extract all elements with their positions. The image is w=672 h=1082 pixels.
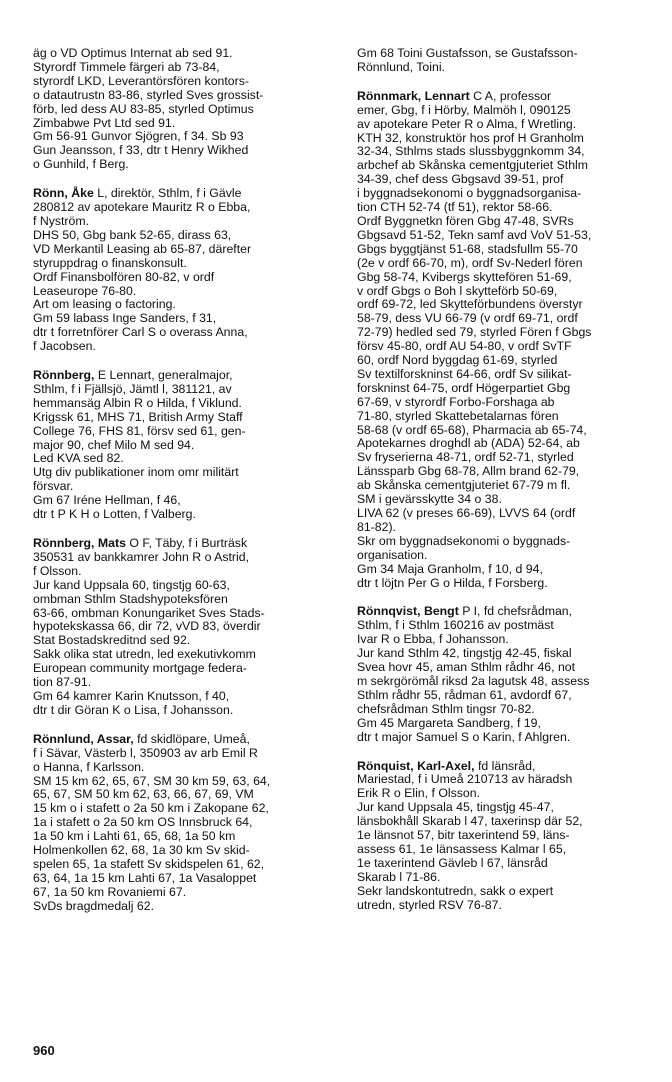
entry-line: styrordf LKD, Leverantörsfören kontors- bbox=[33, 73, 249, 88]
entry-line: 1a 50 km i Lahti 61, 65, 68, 1a 50 km bbox=[33, 829, 236, 844]
entry-line: v ordf Gbgs o Boh l skytteförb 50-69, bbox=[357, 283, 558, 298]
entry-line: 65, 67, SM 50 km 62, 63, 66, 67, 69, VM bbox=[33, 787, 254, 802]
entry-line: Leaseurope 76-80. bbox=[33, 283, 137, 298]
person-name: Rönn, Åke bbox=[33, 186, 94, 201]
entry-line: Gm 45 Margareta Sandberg, f 19, bbox=[357, 715, 541, 730]
right-column bbox=[357, 47, 657, 927]
entry-line: 63-66, ombman Konungariket Sves Stads- bbox=[33, 605, 265, 620]
biography-entry bbox=[357, 90, 657, 591]
entry-line: Ordf Byggnetkn fören Gbg 47-48, SVRs bbox=[357, 213, 574, 228]
entry-line: Utg div publikationer inom omr militärt bbox=[33, 465, 239, 480]
entry-line: i byggnadsekonomi o byggnadsorganisa- bbox=[357, 186, 582, 201]
entry-first-line bbox=[357, 605, 657, 619]
person-name: Rönnberg, Mats bbox=[33, 536, 126, 550]
entry-line: Sthlm rådhr 55, rådman 61, avdordf 67, bbox=[357, 687, 572, 702]
entry-line: 34-39, chef dess Gbgsavd 39-51, prof bbox=[357, 172, 564, 187]
entry-line: Sekr landskontutredn, sakk o expert bbox=[357, 883, 554, 898]
entry-line: assess 61, 1e länsassess Kalmar l 65, bbox=[357, 841, 567, 856]
entry-line: P I, fd chefsrådman, bbox=[458, 604, 573, 619]
entry-line: o Hanna, f Karlsson. bbox=[33, 759, 145, 774]
entry-line: 58-68 (v ordf 65-68), Pharmacia ab 65-74, bbox=[357, 422, 587, 437]
entry-first-line bbox=[33, 733, 333, 747]
entry-line: äg o VD Optimus Internat ab sed 91. bbox=[33, 46, 233, 60]
entry-line: College 76, FHS 81, försv sed 61, gen- bbox=[33, 423, 246, 438]
entry-line: spelen 65, 1a stafett Sv skidspelen 61, 62, bbox=[33, 856, 265, 871]
entry-line: 81-82). bbox=[357, 519, 396, 534]
entry-line: Holmenkollen 62, 68, 1a 30 km Sv skid- bbox=[33, 843, 250, 858]
entry-line: f Olsson. bbox=[33, 563, 82, 578]
entry-line: Gm 67 Iréne Hellman, f 46, bbox=[33, 493, 181, 508]
entry-line: dtr t forretnförer Carl S o overass Anna, bbox=[33, 325, 248, 340]
entry-line: VD Merkantil Leasing ab 65-87, därefter bbox=[33, 241, 252, 256]
entry-line: Led KVA sed 82. bbox=[33, 451, 124, 466]
entry-line: dtr t löjtn Per G o Hilda, f Forsberg. bbox=[357, 575, 548, 590]
entry-line: SM i gevärsskytte 34 o 38. bbox=[357, 492, 502, 507]
entry-first-line bbox=[357, 90, 657, 104]
entry-line: styruppdrag o finanskonsult. bbox=[33, 255, 187, 270]
entry-line: f Jacobsen. bbox=[33, 339, 96, 354]
entry-first-line bbox=[357, 760, 657, 774]
entry-line: DHS 50, Gbg bank 52-65, dirass 63, bbox=[33, 227, 232, 242]
entry-line: 1a i stafett o 2a 50 km OS Innsbruck 64, bbox=[33, 815, 253, 830]
entry-line: fd länsråd, bbox=[474, 758, 536, 773]
entry-line: 67, 1a 50 km Rovaniemi 67. bbox=[33, 884, 187, 899]
entry-line: Mariestad, f i Umeå 210713 av häradsh bbox=[357, 772, 573, 787]
entry-line: Gm 64 kamrer Karin Knutsson, f 40, bbox=[33, 688, 230, 703]
entry-first-line bbox=[33, 187, 333, 201]
entry-line: 67-69, v styrordf Forbo-Forshaga ab bbox=[357, 394, 555, 409]
biography-entry bbox=[357, 47, 657, 75]
entry-line: Gm 68 Toini Gustafsson, se Gustafsson- bbox=[357, 46, 578, 60]
entry-line: Svea hovr 45, aman Sthlm rådhr 46, not bbox=[357, 660, 576, 675]
entry-line: SM 15 km 62, 65, 67, SM 30 km 59, 63, 64, bbox=[33, 773, 271, 788]
biography-entry bbox=[33, 369, 333, 522]
entry-line: Sthlm, f i Fjällsjö, Jämtl l, 381121, av bbox=[33, 381, 232, 396]
entry-line: dtr t P K H o Lotten, f Valberg. bbox=[33, 507, 196, 522]
entry-line: av apotekare Peter R o Alma, f Wretling. bbox=[357, 116, 577, 131]
entry-line: 1e taxerintend Gävleb l 67, länsråd bbox=[357, 855, 548, 870]
entry-line: 32-34, Sthlms stads slussbyggnkomm 34, bbox=[357, 144, 585, 159]
entry-line: Gbgsavd 51-52, Tekn samf avd VoV 51-53, bbox=[357, 227, 592, 242]
entry-line: 15 km o i stafett o 2a 50 km i Zakopane 62, bbox=[33, 801, 269, 816]
left-column bbox=[33, 47, 333, 929]
entry-line: E Lennart, generalmajor, bbox=[94, 368, 233, 383]
entry-line: Styrordf Timmele färgeri ab 73-84, bbox=[33, 59, 220, 74]
page-number: 960 bbox=[33, 1043, 55, 1058]
entry-line: hypotekskassa 66, dir 72, vVD 83, överdir bbox=[33, 619, 261, 634]
person-name: Rönnqvist, Bengt bbox=[357, 604, 459, 619]
person-name: Rönnlund, Assar, bbox=[33, 731, 134, 746]
entry-line: 350531 av bankkamrer John R o Astrid, bbox=[33, 549, 249, 564]
entry-line: o datautrustn 83-86, styrled Sves grossist- bbox=[33, 87, 264, 102]
entry-line: utredn, styrled RSV 76-87. bbox=[357, 897, 502, 912]
entry-line: C A, professor bbox=[469, 88, 552, 103]
entry-line: ab Skånska cementgjuteriet 67-79 m fl. bbox=[357, 478, 571, 493]
biography-entry bbox=[357, 605, 657, 744]
entry-line: Jur kand Sthlm 42, tingstjg 42-45, fiskal bbox=[357, 646, 572, 661]
entry-line: emer, Gbg, f i Hörby, Malmöh l, 090125 bbox=[357, 102, 571, 117]
entry-line: dtr t dir Göran K o Lisa, f Johansson. bbox=[33, 702, 234, 717]
entry-line: Gm 59 labass Inge Sanders, f 31, bbox=[33, 311, 217, 326]
entry-line: Krigssk 61, MHS 71, British Army Staff bbox=[33, 409, 243, 424]
entry-line: tion 87-91. bbox=[33, 675, 92, 690]
entry-line: Sthlm, f i Sthlm 160216 av postmäst bbox=[357, 618, 554, 633]
entry-line: O F, Täby, f i Burträsk bbox=[125, 536, 248, 550]
entry-line: major 90, chef Milo M sed 94. bbox=[33, 437, 195, 452]
entry-line: 60, ordf Nord byggdag 61-69, styrled bbox=[357, 353, 558, 368]
entry-line: organisation. bbox=[357, 547, 428, 562]
entry-line: Jur kand Uppsala 60, tingstjg 60-63, bbox=[33, 577, 230, 592]
biography-entry bbox=[33, 537, 333, 718]
entry-line: forskninst 64-75, ordf Högerpartiet Gbg bbox=[357, 380, 571, 395]
person-name: Rönnmark, Lennart bbox=[357, 88, 470, 103]
entry-line: SvDs bragdmedalj 62. bbox=[33, 898, 154, 913]
entry-line: Länssparb Gbg 68-78, Allm brand 62-79, bbox=[357, 464, 580, 479]
entry-line: 280812 av apotekare Mauritz R o Ebba, bbox=[33, 200, 251, 215]
entry-line: försvar. bbox=[33, 479, 74, 494]
entry-first-line bbox=[33, 537, 333, 551]
entry-line: Gm 34 Maja Granholm, f 10, d 94, bbox=[357, 561, 543, 576]
entry-line: KTH 32, konstruktör hos prof H Granholm bbox=[357, 130, 584, 145]
entry-line: chefsrådman Sthlm tingsr 70-82. bbox=[357, 701, 535, 716]
entry-line: Zimbabwe Pvt Ltd sed 91. bbox=[33, 115, 176, 130]
entry-line: (2e v ordf 66-70, m), ordf Sv-Nederl fören bbox=[357, 255, 583, 270]
entry-line: ordf 69-72, led Skytteförbundens överstyr bbox=[357, 297, 583, 312]
biography-entry bbox=[33, 733, 333, 914]
entry-line: o Gunhild, f Berg. bbox=[33, 157, 129, 172]
person-name: Rönnberg, bbox=[33, 368, 95, 383]
entry-line: Rönnlund, Toini. bbox=[357, 59, 445, 74]
entry-line: Sv fryserierna 48-71, ordf 52-71, styrled bbox=[357, 450, 574, 465]
entry-line: ombman Sthlm Stadshypoteksfören bbox=[33, 591, 228, 606]
person-name: Rönquist, Karl-Axel, bbox=[357, 758, 475, 773]
entry-line: 72-79) hedled sed 79, styrled Fören f Gbgs bbox=[357, 325, 592, 340]
entry-line: Gbgs byggtjänst 51-68, stadsfullm 55-70 bbox=[357, 241, 578, 256]
entry-line: Gm 56-91 Gunvor Sjögren, f 34. Sb 93 bbox=[33, 129, 244, 144]
entry-first-line bbox=[33, 369, 333, 383]
entry-line: LIVA 62 (v preses 66-69), LVVS 64 (ordf bbox=[357, 506, 576, 520]
entry-line: Skarab l 71-86. bbox=[357, 869, 441, 884]
entry-line: Stat Bostadskreditnd sed 92. bbox=[33, 633, 191, 648]
entry-line: 58-79, dess VU 66-79 (v ordf 69-71, ordf bbox=[357, 311, 578, 326]
entry-line: 71-80, styrled Skattebetalarnas fören bbox=[357, 408, 559, 423]
entry-line: f Nyström. bbox=[33, 213, 90, 228]
entry-line: Skr om byggnadsekonomi o byggnads- bbox=[357, 533, 571, 548]
entry-line: försv 45-80, ordf AU 54-80, v ordf SvTF bbox=[357, 339, 572, 354]
entry-line: Gbg 58-74, Kvibergs skyttefören 51-69, bbox=[357, 269, 572, 284]
entry-line: länsbokhåll Skarab l 47, taxerinsp där 52, bbox=[357, 814, 583, 829]
entry-line: arbchef ab Skånska cementgjuteriet Sthlm bbox=[357, 158, 589, 173]
biography-entry bbox=[33, 187, 333, 354]
entry-line: Sakk olika stat utredn, led exekutivkomm bbox=[33, 647, 256, 662]
entry-line: L, direktör, Sthlm, f i Gävle bbox=[93, 186, 242, 201]
entry-line: tion CTH 52-74 (tf 51), rektor 58-66. bbox=[357, 200, 553, 215]
biography-entry bbox=[33, 47, 333, 172]
entry-line: m sekrgörömål riksd 2a lagutsk 48, assess bbox=[357, 673, 590, 688]
entry-line: Erik R o Elin, f Olsson. bbox=[357, 786, 481, 801]
entry-line: 1e länsnot 57, bitr taxerintend 59, läns- bbox=[357, 828, 570, 843]
entry-line: f i Sävar, Västerb l, 350903 av arb Emil R bbox=[33, 745, 258, 760]
biography-entry bbox=[357, 760, 657, 913]
entry-line: dtr t major Samuel S o Karin, f Ahlgren. bbox=[357, 729, 571, 744]
entry-line: hemmansäg Albin R o Hilda, f Viklund. bbox=[33, 395, 242, 410]
entry-line: 63, 64, 1a 15 km Lahti 67, 1a Vasaloppet bbox=[33, 870, 257, 885]
entry-line: Jur kand Uppsala 45, tingstjg 45-47, bbox=[357, 800, 554, 815]
entry-line: Gun Jeansson, f 33, dtr t Henry Wikhed bbox=[33, 143, 249, 158]
entry-line: fd skidlöpare, Umeå, bbox=[133, 731, 250, 746]
entry-line: Ivar R o Ebba, f Johansson. bbox=[357, 632, 509, 647]
entry-line: förb, led dess AU 83-85, styrled Optimus bbox=[33, 101, 254, 116]
entry-line: Apotekarnes droghdl ab (ADA) 52-64, ab bbox=[357, 436, 580, 451]
entry-line: European community mortgage federa- bbox=[33, 661, 247, 676]
entry-line: Art om leasing o factoring. bbox=[33, 297, 176, 312]
entry-line: Sv textilforskninst 64-66, ordf Sv silikat- bbox=[357, 366, 572, 381]
entry-line: Ordf Finansbolfören 80-82, v ordf bbox=[33, 269, 215, 284]
